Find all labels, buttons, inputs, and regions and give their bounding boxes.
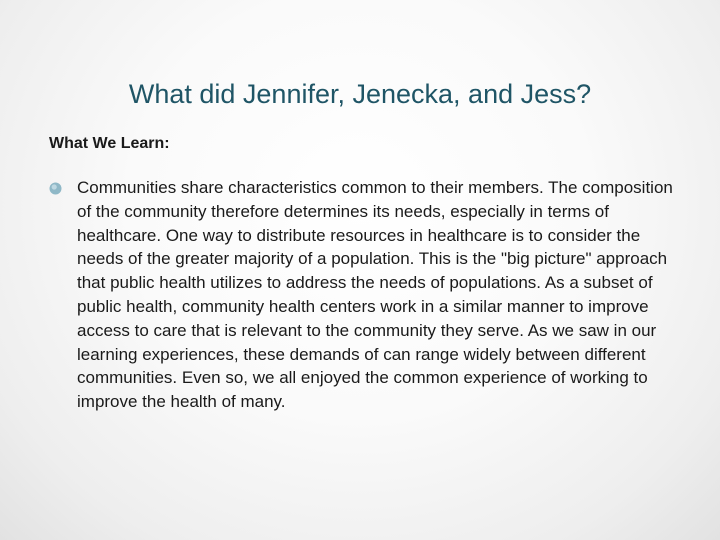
bullet-text: Communities share characteristics common to their members. The composition of the community therefore determines its needs, especially in terms of healthcare. One way to distribute resources in healthcare is to consider the needs of the greater majority of a population. This is the "big picture" approach that public health utilizes to address the needs of populations. As a subset of public health, community health centers work in a similar manner to improve access to care that is relevant to the community they serve. As we saw in our learning experiences, these demands of can range widely between different communities. Even so, we all enjoyed the common experience of working to improve the health of many. (77, 178, 673, 412)
section-subheading: What We Learn: (49, 135, 170, 152)
circle-bullet-icon (49, 182, 62, 195)
bullet-list (49, 176, 679, 414)
bullet-item (49, 176, 679, 414)
slide-title: What did Jennifer, Jenecka, and Jess? (128, 79, 592, 109)
